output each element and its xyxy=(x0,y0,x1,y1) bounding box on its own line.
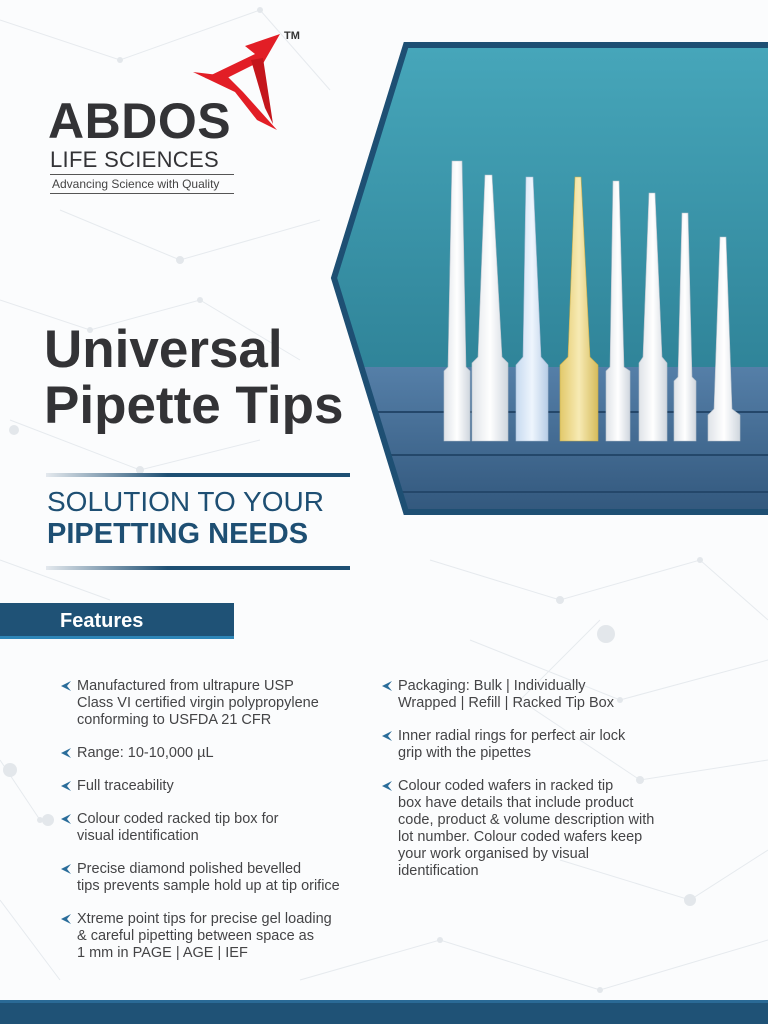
tagline-rule-bottom xyxy=(50,193,234,194)
feature-text: Precise diamond polished bevelled tips prevents sample hold up at tip orifice xyxy=(77,861,340,894)
feature-text: Colour coded wafers in racked tip box have details that include product code, product & volume description with lot number. Colour coded wafers keep your work organised by visual identification xyxy=(398,778,655,879)
feature-item xyxy=(60,778,370,795)
arrowhead-bullet-icon xyxy=(60,913,72,925)
solution-rule-top xyxy=(46,473,350,477)
product-hero-image xyxy=(326,37,768,520)
feature-item xyxy=(60,678,370,729)
brand-tagline: Advancing Science with Quality xyxy=(52,177,220,191)
arrowhead-bullet-icon xyxy=(60,680,72,692)
features-list-left xyxy=(60,678,370,962)
solution-line-2: PIPETTING NEEDS xyxy=(47,518,309,550)
arrowhead-bullet-icon xyxy=(60,863,72,875)
arrowhead-bullet-icon xyxy=(60,813,72,825)
features-heading: Features xyxy=(60,610,144,632)
footer-bar xyxy=(0,1000,768,1024)
arrowhead-bullet-icon xyxy=(381,780,393,792)
feature-item xyxy=(381,728,681,762)
feature-text: Range: 10-10,000 µL xyxy=(77,745,214,761)
product-title-line-1: Universal xyxy=(44,320,283,379)
arrowhead-bullet-icon xyxy=(381,680,393,692)
arrowhead-bullet-icon xyxy=(381,730,393,742)
solution-line-1: SOLUTION TO YOUR xyxy=(47,486,324,517)
product-title-line-2: Pipette Tips xyxy=(44,376,344,435)
feature-item xyxy=(381,778,681,880)
feature-item xyxy=(60,745,370,762)
solution-rule-bottom xyxy=(46,566,350,570)
feature-item xyxy=(60,911,370,962)
brand-subtitle: LIFE SCIENCES xyxy=(50,147,219,172)
feature-text: Packaging: Bulk | Individually Wrapped | Refill | Racked Tip Box xyxy=(398,678,614,711)
brand-name: ABDOS xyxy=(48,93,232,149)
trademark-symbol: TM xyxy=(284,30,300,42)
feature-text: Full traceability xyxy=(77,778,174,794)
feature-item xyxy=(60,861,370,895)
feature-text: Xtreme point tips for precise gel loading & careful pipetting between space as 1 mm in PAGE | AGE | IEF xyxy=(77,911,332,961)
arrowhead-bullet-icon xyxy=(60,747,72,759)
feature-text: Colour coded racked tip box for visual identification xyxy=(77,811,279,844)
features-list-right xyxy=(381,678,681,880)
feature-item xyxy=(60,811,370,845)
feature-text: Manufactured from ultrapure USP Class VI certified virgin polypropylene conforming to USFDA 21 CFR xyxy=(77,678,319,728)
arrowhead-bullet-icon xyxy=(60,780,72,792)
feature-text: Inner radial rings for perfect air lock grip with the pipettes xyxy=(398,728,626,761)
feature-item xyxy=(381,678,681,712)
features-heading-bar xyxy=(0,603,234,639)
tagline-rule-top xyxy=(50,174,234,175)
